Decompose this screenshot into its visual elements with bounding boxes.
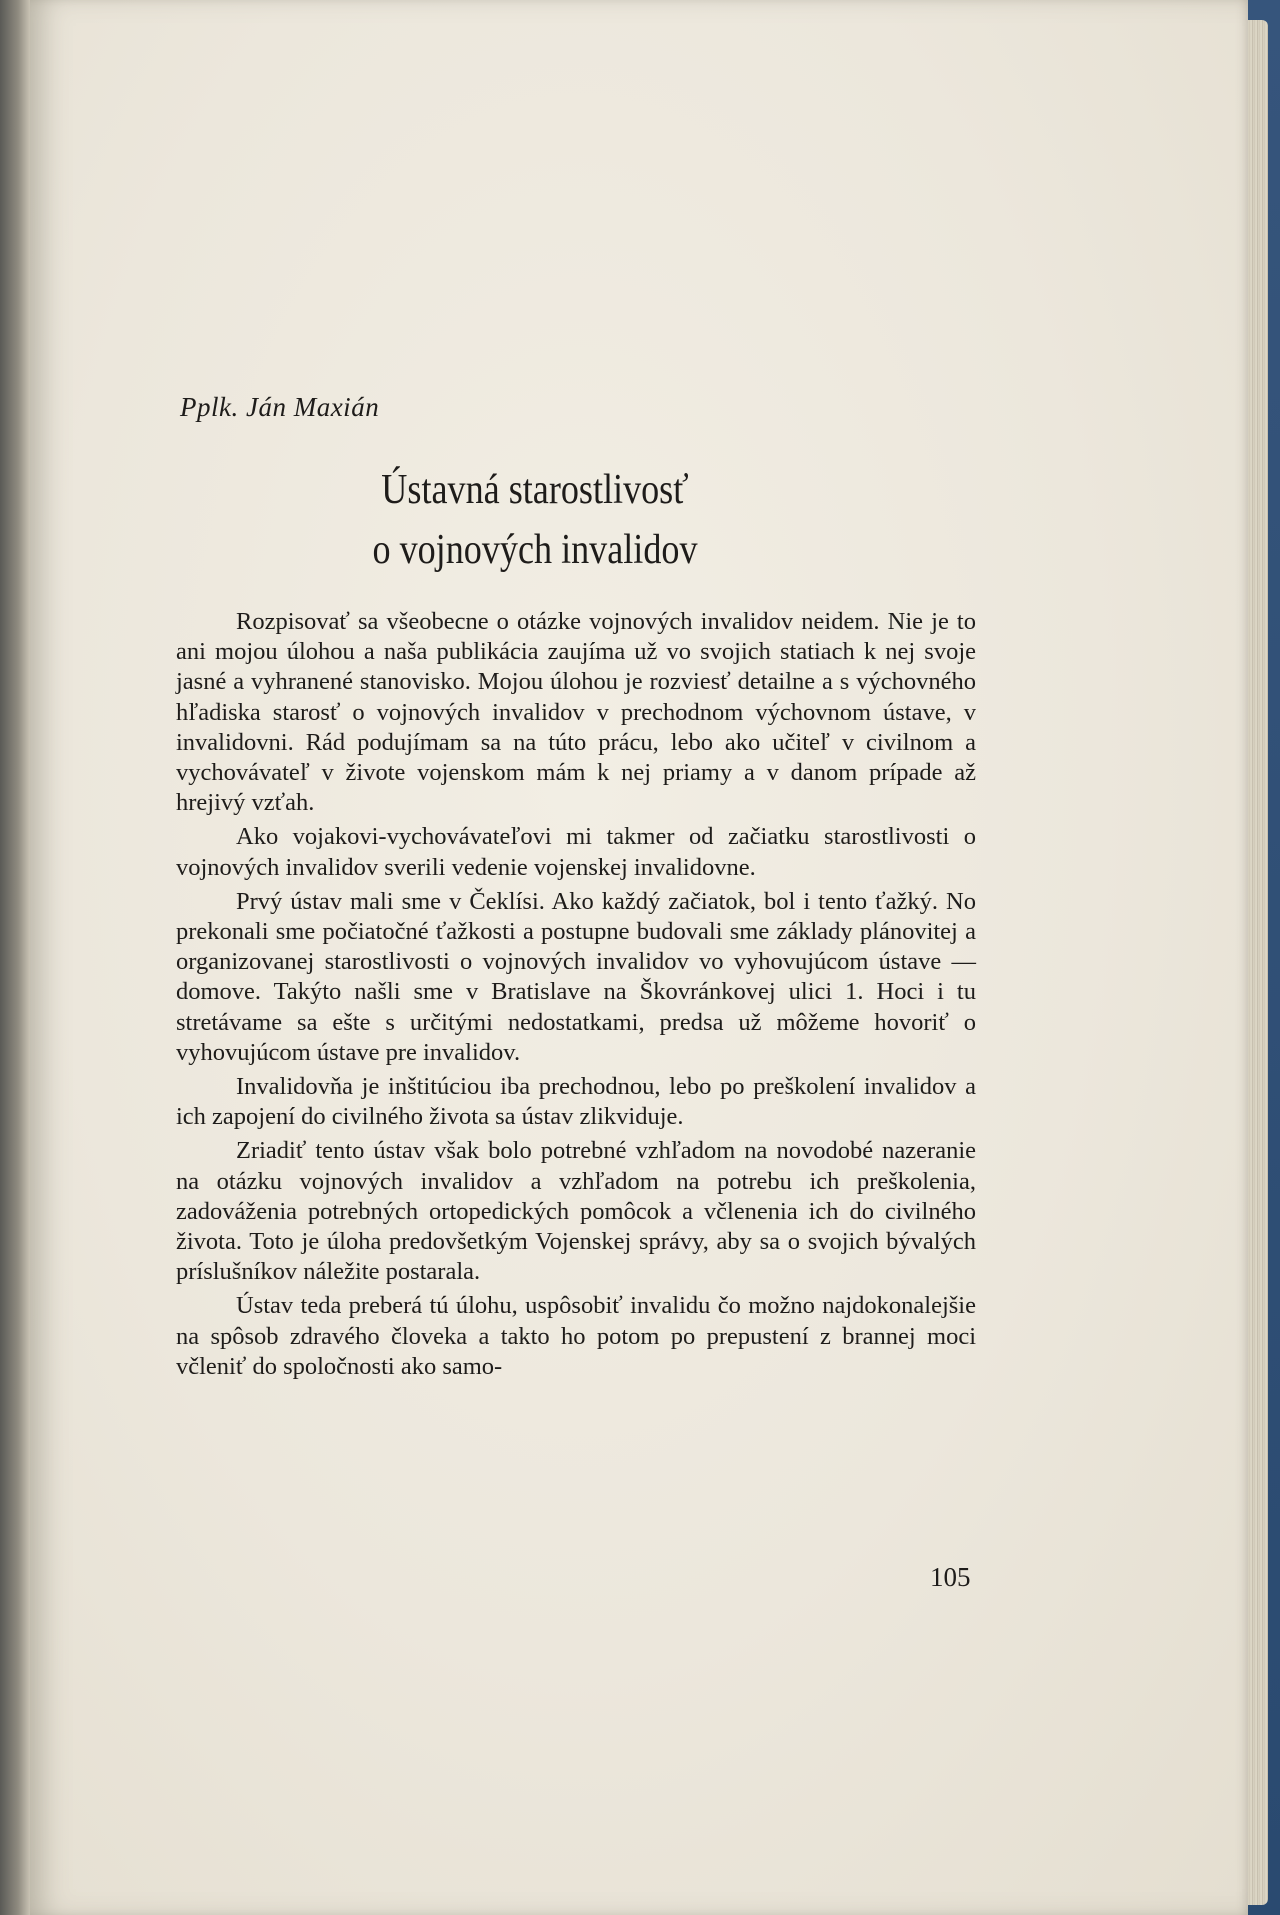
paragraph: Rozpisovať sa všeobecne o otázke vojnových invalidov neidem. Nie je to ani mojou úlohou a naša publikácia zaujíma už vo svojich statiach k nej svoje jasné a vyhranené stanovisko. Mojou úlohou je rozviesť detailne a s výchovného hľadiska starosť o vojnových invalidov v prechodnom výchovnom ústave, v invalidovni. Rád podujímam sa na túto prácu, lebo ako učiteľ v civilnom a vychovávateľ v živote vojenskom mám k nej priamy a v danom prípade až hrejivý vzťah. xyxy=(176,608,976,817)
paragraph: Ústav teda preberá tú úlohu, uspôsobiť invalidu čo možno najdokonalejšie na spôsob zdravého človeka a takto ho potom po prepustení z brannej moci včleniť do spoločnosti ako samo- xyxy=(176,1292,976,1380)
paragraph: Zriadiť tento ústav však bolo potrebné vzhľadom na novodobé nazeranie na otázku vojnových invalidov a vzhľadom na potrebu ich preškolenia, zadováženia potrebných ortopedických pomôcok a včlenenia ich do civilného života. Toto je úloha predovšetkým Vojenskej správy, aby sa o svojich bývalých príslušníkov náležite postarala. xyxy=(176,1137,976,1286)
paragraph: Invalidovňa je inštitúciou iba prechodnou, lebo po preškolení invalidov a ich zapojení do civilného života sa ústav zlikviduje. xyxy=(176,1073,976,1131)
paragraph: Prvý ústav mali sme v Čeklísi. Ako každý začiatok, bol i tento ťažký. No prekonali sme počiatočné ťažkosti a postupne budovali sme základy plánovitej a organizovanej starostlivosti o vojnových invalidov vo vyhovujúcom ústave — domove. Takýto našli sme v Bratislave na Škovránkovej ulici 1. Hoci i tu stretávame sa ešte s určitými nedostatkami, predsa už môžeme hovoriť o vyhovujúcom ústave pre invalidov. xyxy=(176,887,976,1066)
binding-gutter xyxy=(0,0,30,1915)
title-line-2: o vojnových invalidov xyxy=(372,527,698,573)
body-text xyxy=(176,607,976,1386)
title-line-1: Ústavná starostlivosť xyxy=(381,467,689,513)
author-line: Pplk. Ján Maxián xyxy=(180,392,380,422)
book-page xyxy=(30,0,1248,1915)
page-number: 105 xyxy=(930,1562,971,1592)
paragraph: Ako vojakovi-vychovávateľovi mi takmer od začiatku starostlivosti o vojnových invalidov sverili vedenie vojenskej invalidovne. xyxy=(176,823,976,881)
